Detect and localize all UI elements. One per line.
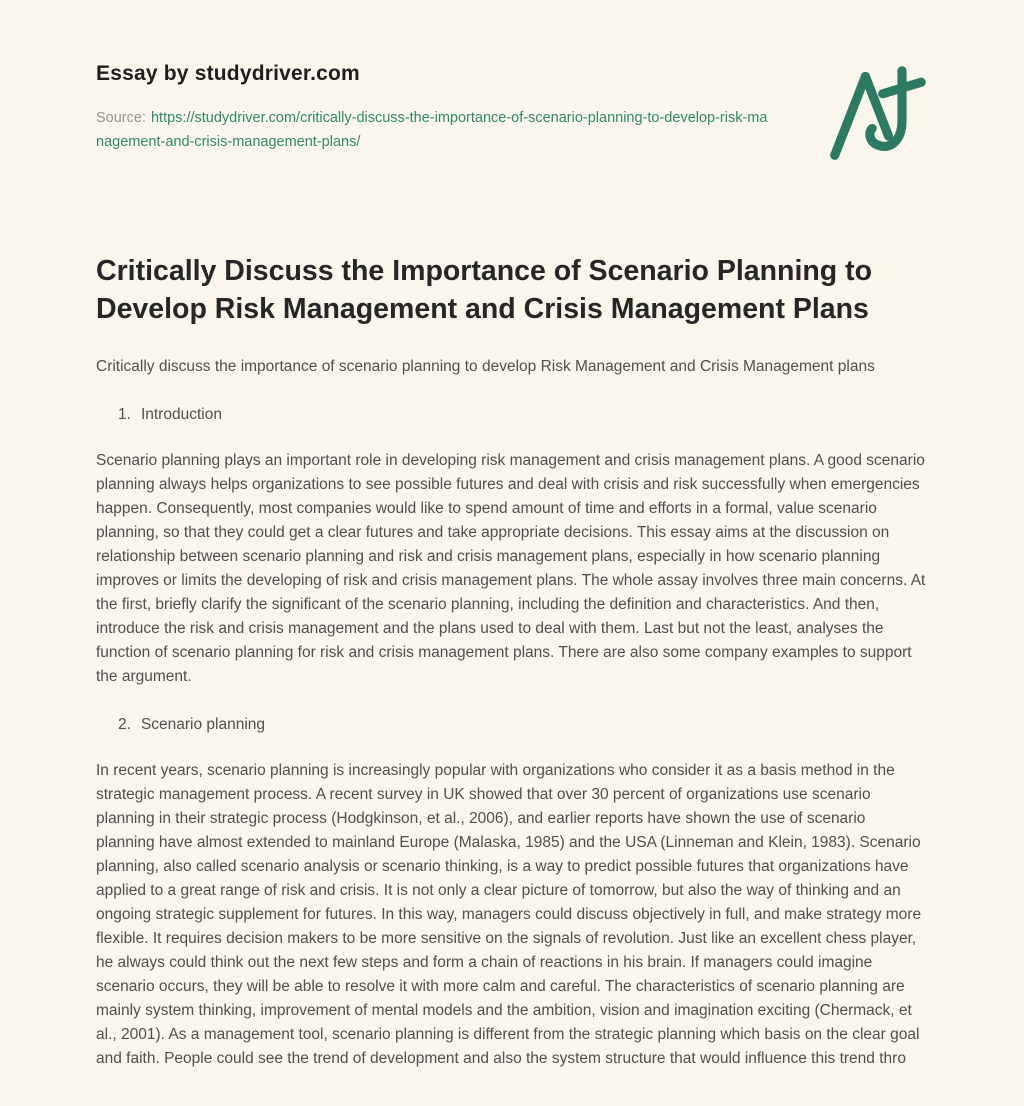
studydriver-logo-icon — [827, 64, 927, 162]
source-url-link[interactable]: https://studydriver.com/critically-discuss-the-importance-of-scenario-planning-to-develop-risk-management-and-crisis-management-plans/ — [96, 110, 768, 150]
section-title: Introduction — [140, 406, 222, 423]
source-line — [96, 106, 768, 154]
header-text-block — [96, 62, 768, 154]
essay-title: Critically Discuss the Importance of Scenario Planning to Develop Risk Management and Crisis Management Plans — [96, 255, 873, 325]
section-body-scenario-planning: In recent years, scenario planning is increasingly popular with organizations who consider it as a basis method in the strategic management process. A recent survey in UK showed that over 30 percent of organizations use scenario planning in their strategic process (Hodgkinson, et al., 2006), and earlier reports have shown the use of scenario planning have almost extended to mainland Europe (Malaska, 1985) and the USA (Linneman and Klein, 1983). Scenario planning, also called scenario analysis or scenario thinking, is a way to predict possible futures that organizations have applied to a great range of risk and crisis. It is not only a clear picture of tomorrow, but also the way of thinking and an ongoing strategic supplement for futures. In this way, managers could discuss objectively in full, and make strategy more flexible. It requires decision makers to be more sensitive on the signals of revolution. Just like an excellent chess player, he always could think out the next few steps and form a chain of reactions in his brain. If managers could imagine scenario occurs, they will be able to resolve it with more calm and careful. The characteristics of scenario planning are mainly system thinking, improvement of mental models and the ambition, vision and imagination exciting (Chermack, et al., 2001). As a management tool, scenario planning is different from the strategic planning which basis on the clear goal and faith. People could see the trend of development and also the system structure that would influence this trend thro — [96, 762, 922, 1067]
page-header — [96, 62, 927, 162]
essay-content — [96, 252, 927, 1071]
essay-prompt: Critically discuss the importance of scenario planning to develop Risk Management and Crisis Management plans — [96, 358, 875, 375]
section-number: 2. — [118, 716, 131, 733]
source-label: Source: — [96, 110, 146, 126]
byline: Essay by studydriver.com — [96, 62, 360, 85]
section-heading-scenario-planning — [118, 713, 927, 737]
section-heading-introduction — [118, 403, 927, 427]
section-body-introduction: Scenario planning plays an important role in developing risk management and crisis management plans. A good scenario planning always helps organizations to see possible futures and deal with crisis and risk successfully when emergencies happen. Consequently, most companies would like to spend amount of time and efforts in a formal, value scenario planning, so that they could get a clear futures and take appropriate decisions. This essay aims at the discussion on relationship between scenario planning and risk and crisis management plans, especially in how scenario planning improves or limits the developing of risk and crisis management plans. The whole assay involves three main concerns. At the first, briefly clarify the significant of the scenario planning, including the definition and characteristics. And then, introduce the risk and crisis management and the plans used to deal with them. Last but not the least, analyses the function of scenario planning for risk and crisis management plans. There are also some company examples to support the argument. — [96, 452, 926, 685]
section-title: Scenario planning — [140, 716, 266, 733]
section-number: 1. — [118, 406, 131, 423]
